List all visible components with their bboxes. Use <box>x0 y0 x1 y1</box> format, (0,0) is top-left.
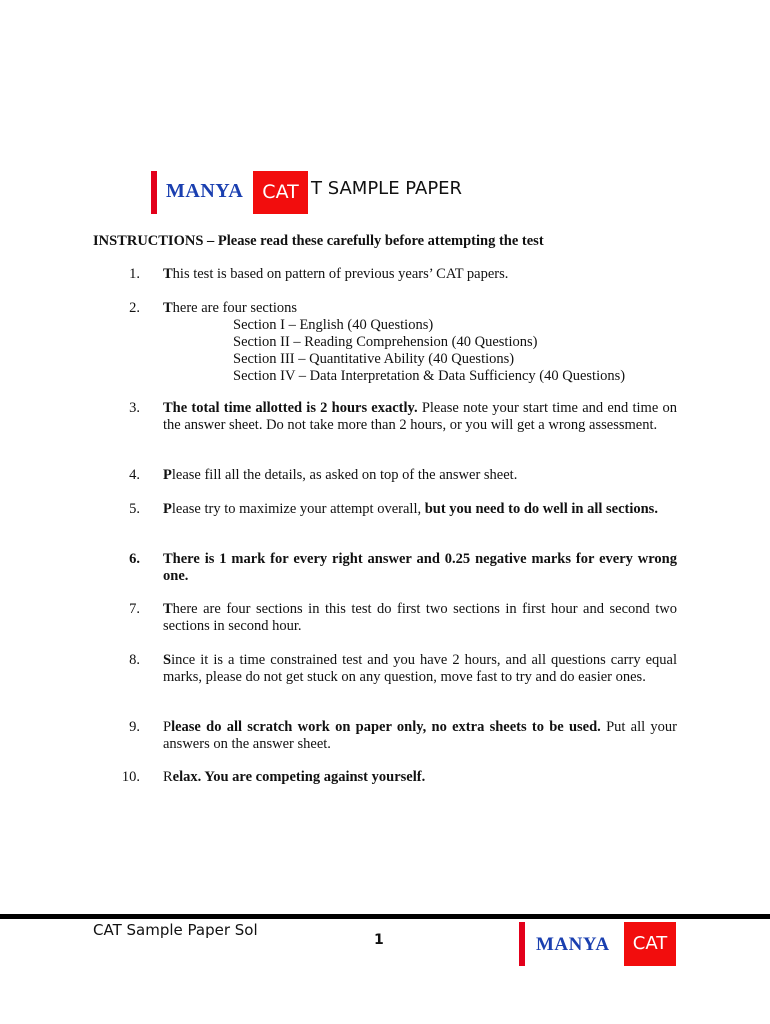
section-line: Section III – Quantitative Ability (40 Questions) <box>233 351 515 367</box>
list-item-number: 4. <box>129 467 140 483</box>
list-item-text: Relax. You are competing against yourself. <box>163 769 426 785</box>
footer-logo-bar <box>519 922 525 966</box>
list-item-number: 10. <box>121 769 140 785</box>
list-item-text: Please fill all the details, as asked on top of the answer sheet. <box>163 467 518 483</box>
section-line: Section IV – Data Interpretation & Data Sufficiency (40 Questions) <box>233 368 626 384</box>
list-item-text: Please try to maximize your attempt overall, but you need to do well in all sections. <box>163 501 658 517</box>
list-item-text: The total time allotted is 2 hours exactly. Please note your start time and end time on the answer sheet. Do not take more than 2 hours, or you will get a wrong assessment. <box>163 400 677 433</box>
list-item-number: 8. <box>129 652 140 668</box>
list-item-text: There are four sections Section I – English (40 Questions) Section II – Reading Comprehension (40 Questions) Section III – Quantitative Ability (40 Questions) Section IV – Data Interpretation & Data Sufficiency (40 Questions) <box>163 300 677 385</box>
section-line: Section I – English (40 Questions) <box>233 317 434 333</box>
list-item-text: This test is based on pattern of previous years’ CAT papers. <box>163 266 509 282</box>
list-item-text: There are four sections in this test do first two sections in first hour and second two sections in second hour. <box>163 601 677 634</box>
header-logo-bar <box>151 171 157 214</box>
header-logo-cat: CAT <box>253 171 308 214</box>
list-item-number: 5. <box>129 501 140 517</box>
list-item-text: There is 1 mark for every right answer and 0.25 negative marks for every wrong one. <box>163 551 677 584</box>
page-title: T SAMPLE PAPER <box>311 178 463 199</box>
footer-title: CAT Sample Paper Sol <box>93 921 258 939</box>
list-item-number: 7. <box>129 601 140 617</box>
footer-divider <box>0 914 770 919</box>
instructions-heading: INSTRUCTIONS – Please read these carefully before attempting the test <box>93 233 544 249</box>
page-number: 1 <box>374 932 384 948</box>
footer-logo-manya: MANYA <box>536 934 610 955</box>
list-item-number: 6. <box>129 551 140 567</box>
list-item-number: 9. <box>129 719 140 735</box>
header-logo-manya: MANYA <box>166 180 244 202</box>
section-line: Section II – Reading Comprehension (40 Questions) <box>233 334 538 350</box>
footer-logo-cat: CAT <box>624 922 676 966</box>
list-item-number: 3. <box>129 400 140 416</box>
list-item-number: 1. <box>129 266 140 282</box>
list-item-number: 2. <box>129 300 140 316</box>
list-item-text: Since it is a time constrained test and you have 2 hours, and all questions carry equal marks, please do not get stuck on any question, move fast to try and do easier ones. <box>163 652 677 685</box>
list-item-text: Please do all scratch work on paper only, no extra sheets to be used. Put all your answers on the answer sheet. <box>163 719 677 752</box>
